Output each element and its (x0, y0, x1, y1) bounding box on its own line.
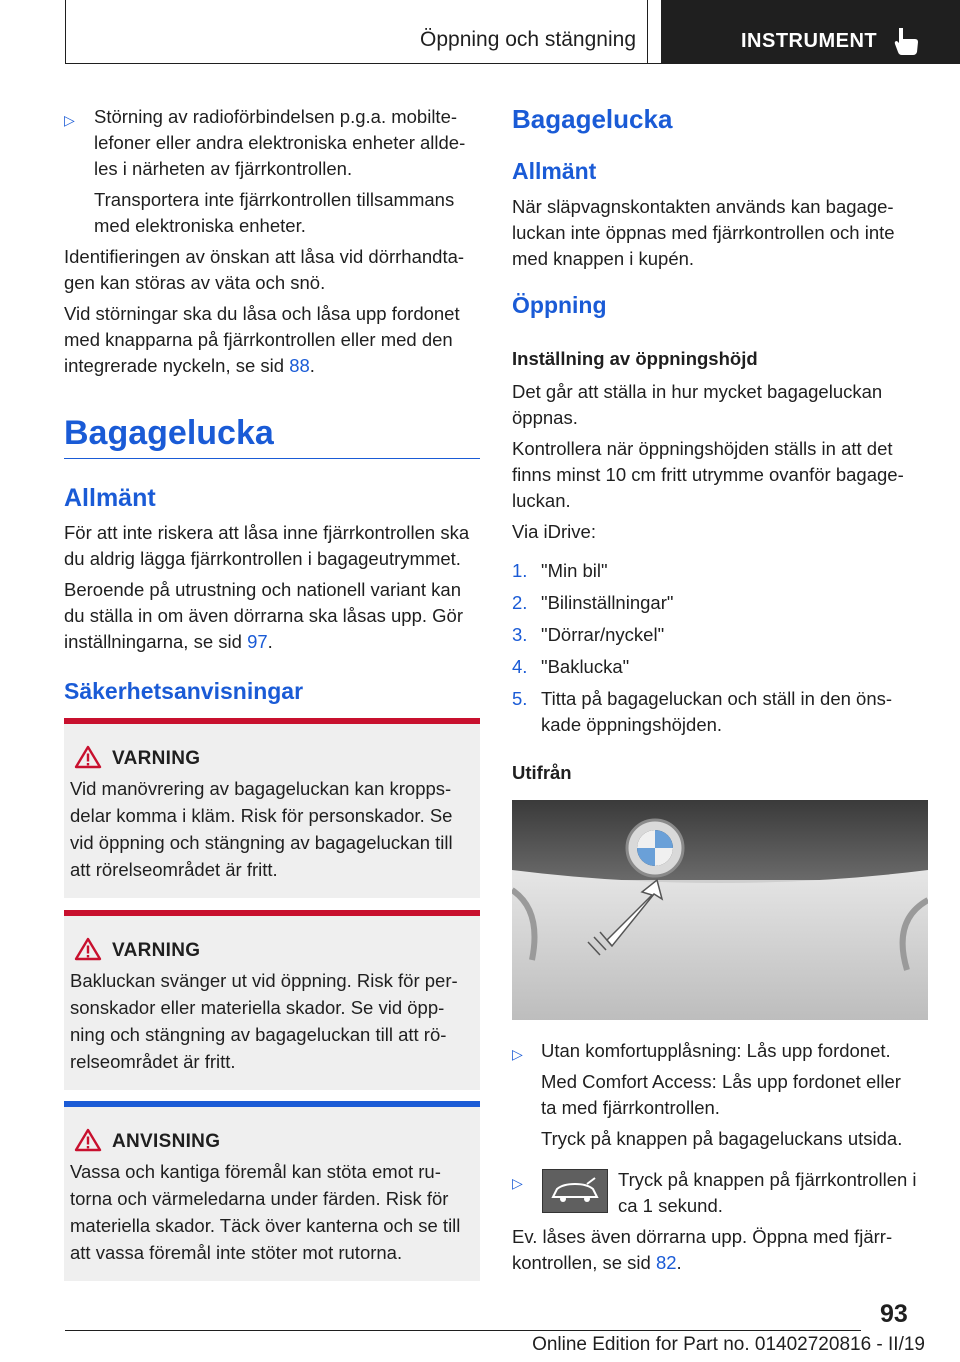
subheading-setting: Inställning av öppningshöjd (512, 348, 758, 369)
header-section-title: Öppning och stängning (420, 28, 636, 51)
notice-line: torna och värmeledarna under färden. Risk för (70, 1188, 449, 1209)
warning-line: vid öppning och stängning av bagageluckan till (70, 832, 453, 853)
notice-line: att vassa föremål inte stöter mot rutorna. (70, 1242, 403, 1263)
heading-rule (64, 458, 480, 459)
text-line: Identifieringen av önskan att låsa vid dörrhandta- (64, 246, 465, 267)
warning-text (70, 967, 476, 1075)
warning-line: att rörelseområdet är fritt. (70, 859, 278, 880)
notice-text (70, 1158, 476, 1266)
text-line: les i närheten av fjärrkontrollen. (94, 158, 353, 179)
text-line: ta med fjärrkontrollen. (541, 1097, 720, 1118)
text-line: Via iDrive: (512, 521, 596, 542)
text-line: du ställa in om även dörrarna ska låsas upp. Gör (64, 605, 463, 626)
subheading-general-right: Allmänt (512, 158, 597, 184)
trunk-button-photo (512, 800, 928, 1020)
header-chapter-tab[interactable] (661, 0, 960, 64)
pointing-hand-icon (893, 26, 919, 56)
text-line (64, 629, 273, 655)
warning-text (70, 775, 476, 883)
header-mid-rule (647, 0, 648, 64)
text-line: Tryck på knappen på bagageluckans utsida. (541, 1128, 903, 1149)
notice-line: materiella skador. Täck över kanterna och se till (70, 1215, 461, 1236)
subheading-opening: Öppning (512, 292, 607, 318)
text-line: Vid störningar ska du låsa och låsa upp fordonet (64, 303, 460, 324)
warning-triangle-icon (74, 937, 102, 961)
text-line: luckan. (512, 490, 571, 511)
remote-trunk-button-icon (542, 1169, 608, 1213)
text-line (64, 353, 315, 379)
text-line: gen kan störas av väta och snö. (64, 272, 326, 293)
footer-edition: Online Edition for Part no. 01402720816 - II/19 (532, 1334, 925, 1355)
subheading-outside: Utifrån (512, 762, 572, 783)
bullet-marker-icon: ▷ (64, 112, 75, 128)
text-line: finns minst 10 cm fritt utrymme ovanför bagage- (512, 464, 904, 485)
text-line: Utan komfortupplåsning: Lås upp fordonet. (541, 1040, 891, 1061)
notice-triangle-icon (74, 1128, 102, 1152)
step-text: "Min bil" (541, 560, 608, 581)
warning-line: sonskador eller materiella skador. Se vid öpp- (70, 997, 445, 1018)
page-link-82[interactable]: 82 (655, 1252, 677, 1273)
bullet-marker-icon: ▷ (512, 1175, 523, 1191)
bullet-marker-icon: ▷ (512, 1046, 523, 1062)
warning-line: ning och stängning av bagageluckan till att rö- (70, 1024, 447, 1045)
text-line: luckan inte öppnas med fjärrkontrollen och inte (512, 222, 895, 243)
text-line: Kontrollera när öppningshöjden ställs in att det (512, 438, 893, 459)
text-line: Störning av radioförbindelsen p.g.a. mobilte- (94, 106, 458, 127)
notice-box (64, 1101, 480, 1281)
warning-title: VARNING (112, 940, 201, 961)
text-line: du aldrig lägga fjärrkontrollen i bagageutrymmet. (64, 548, 461, 569)
step-text: "Baklucka" (541, 656, 630, 677)
step-text: Titta på bagageluckan och ställ in den öns- (541, 688, 893, 709)
notice-bar (64, 1101, 480, 1107)
warning-line: Vid manövrering av bagageluckan kan kropps- (70, 778, 452, 799)
warning-box (64, 910, 480, 1090)
step-number: 3. (512, 624, 528, 645)
notice-line: Vassa och kantiga föremål kan stöta emot ru- (70, 1161, 441, 1182)
text-span: . (267, 631, 273, 652)
header-bottom-rule (65, 63, 661, 64)
text-line: lefoner eller andra elektroniska enheter allde- (94, 132, 466, 153)
text-line: Tryck på knappen på fjärrkontrollen i (618, 1169, 917, 1190)
step-number: 2. (512, 592, 528, 613)
step-number: 5. (512, 688, 528, 709)
trunk-photo-illustration (512, 800, 928, 1020)
warning-triangle-icon (74, 745, 102, 769)
text-span: kontrollen, se sid (512, 1252, 656, 1273)
text-line: Transportera inte fjärrkontrollen tillsammans (94, 189, 455, 210)
text-span: . (309, 355, 315, 376)
text-line: öppnas. (512, 407, 578, 428)
page-link-97[interactable]: 97 (247, 631, 268, 652)
warning-line: Bakluckan svänger ut vid öppning. Risk för per- (70, 970, 458, 991)
text-line: ca 1 sekund. (618, 1195, 723, 1216)
warning-line: delar komma i kläm. Risk för personskador. Se (70, 805, 453, 826)
warning-title: VARNING (112, 748, 201, 769)
text-line: För att inte riskera att låsa inne fjärrkontrollen ska (64, 522, 470, 543)
step-number: 1. (512, 560, 528, 581)
section-heading: Bagagelucka (64, 414, 274, 452)
text-line: Beroende på utrustning och nationell variant kan (64, 579, 461, 600)
text-line: med knappen i kupén. (512, 248, 695, 269)
text-line: Med Comfort Access: Lås upp fordonet eller (541, 1071, 901, 1092)
notice-title: ANVISNING (112, 1131, 221, 1152)
text-span: integrerade nyckeln, se sid (64, 355, 290, 376)
subheading-general: Allmänt (64, 484, 156, 512)
step-text: "Dörrar/nyckel" (541, 624, 665, 645)
footer-rule (65, 1330, 861, 1331)
step-text: kade öppningshöjden. (541, 714, 723, 735)
warning-bar (64, 910, 480, 916)
text-line (512, 1250, 682, 1276)
page-link-88[interactable]: 88 (289, 355, 310, 376)
warning-line: relseområdet är fritt. (70, 1051, 236, 1072)
subheading-safety: Säkerhetsanvisningar (64, 678, 304, 704)
text-line: Ev. låses även dörrarna upp. Öppna med fjärr- (512, 1226, 893, 1247)
page-number: 93 (880, 1300, 908, 1328)
text-line: med elektroniska enheter. (94, 215, 306, 236)
step-text: "Bilinställningar" (541, 592, 674, 613)
warning-box (64, 718, 480, 898)
text-line: Det går att ställa in hur mycket bagageluckan (512, 381, 883, 402)
text-line: med knapparna på fjärrkontrollen eller med den (64, 329, 453, 350)
section-heading-right: Bagagelucka (512, 104, 673, 134)
header-chapter-label: INSTRUMENT (741, 30, 878, 52)
text-line: När släpvagnskontakten används kan bagage- (512, 196, 894, 217)
text-span: inställningarna, se sid (64, 631, 248, 652)
text-span: . (676, 1252, 682, 1273)
step-number: 4. (512, 656, 528, 677)
warning-bar (64, 718, 480, 724)
